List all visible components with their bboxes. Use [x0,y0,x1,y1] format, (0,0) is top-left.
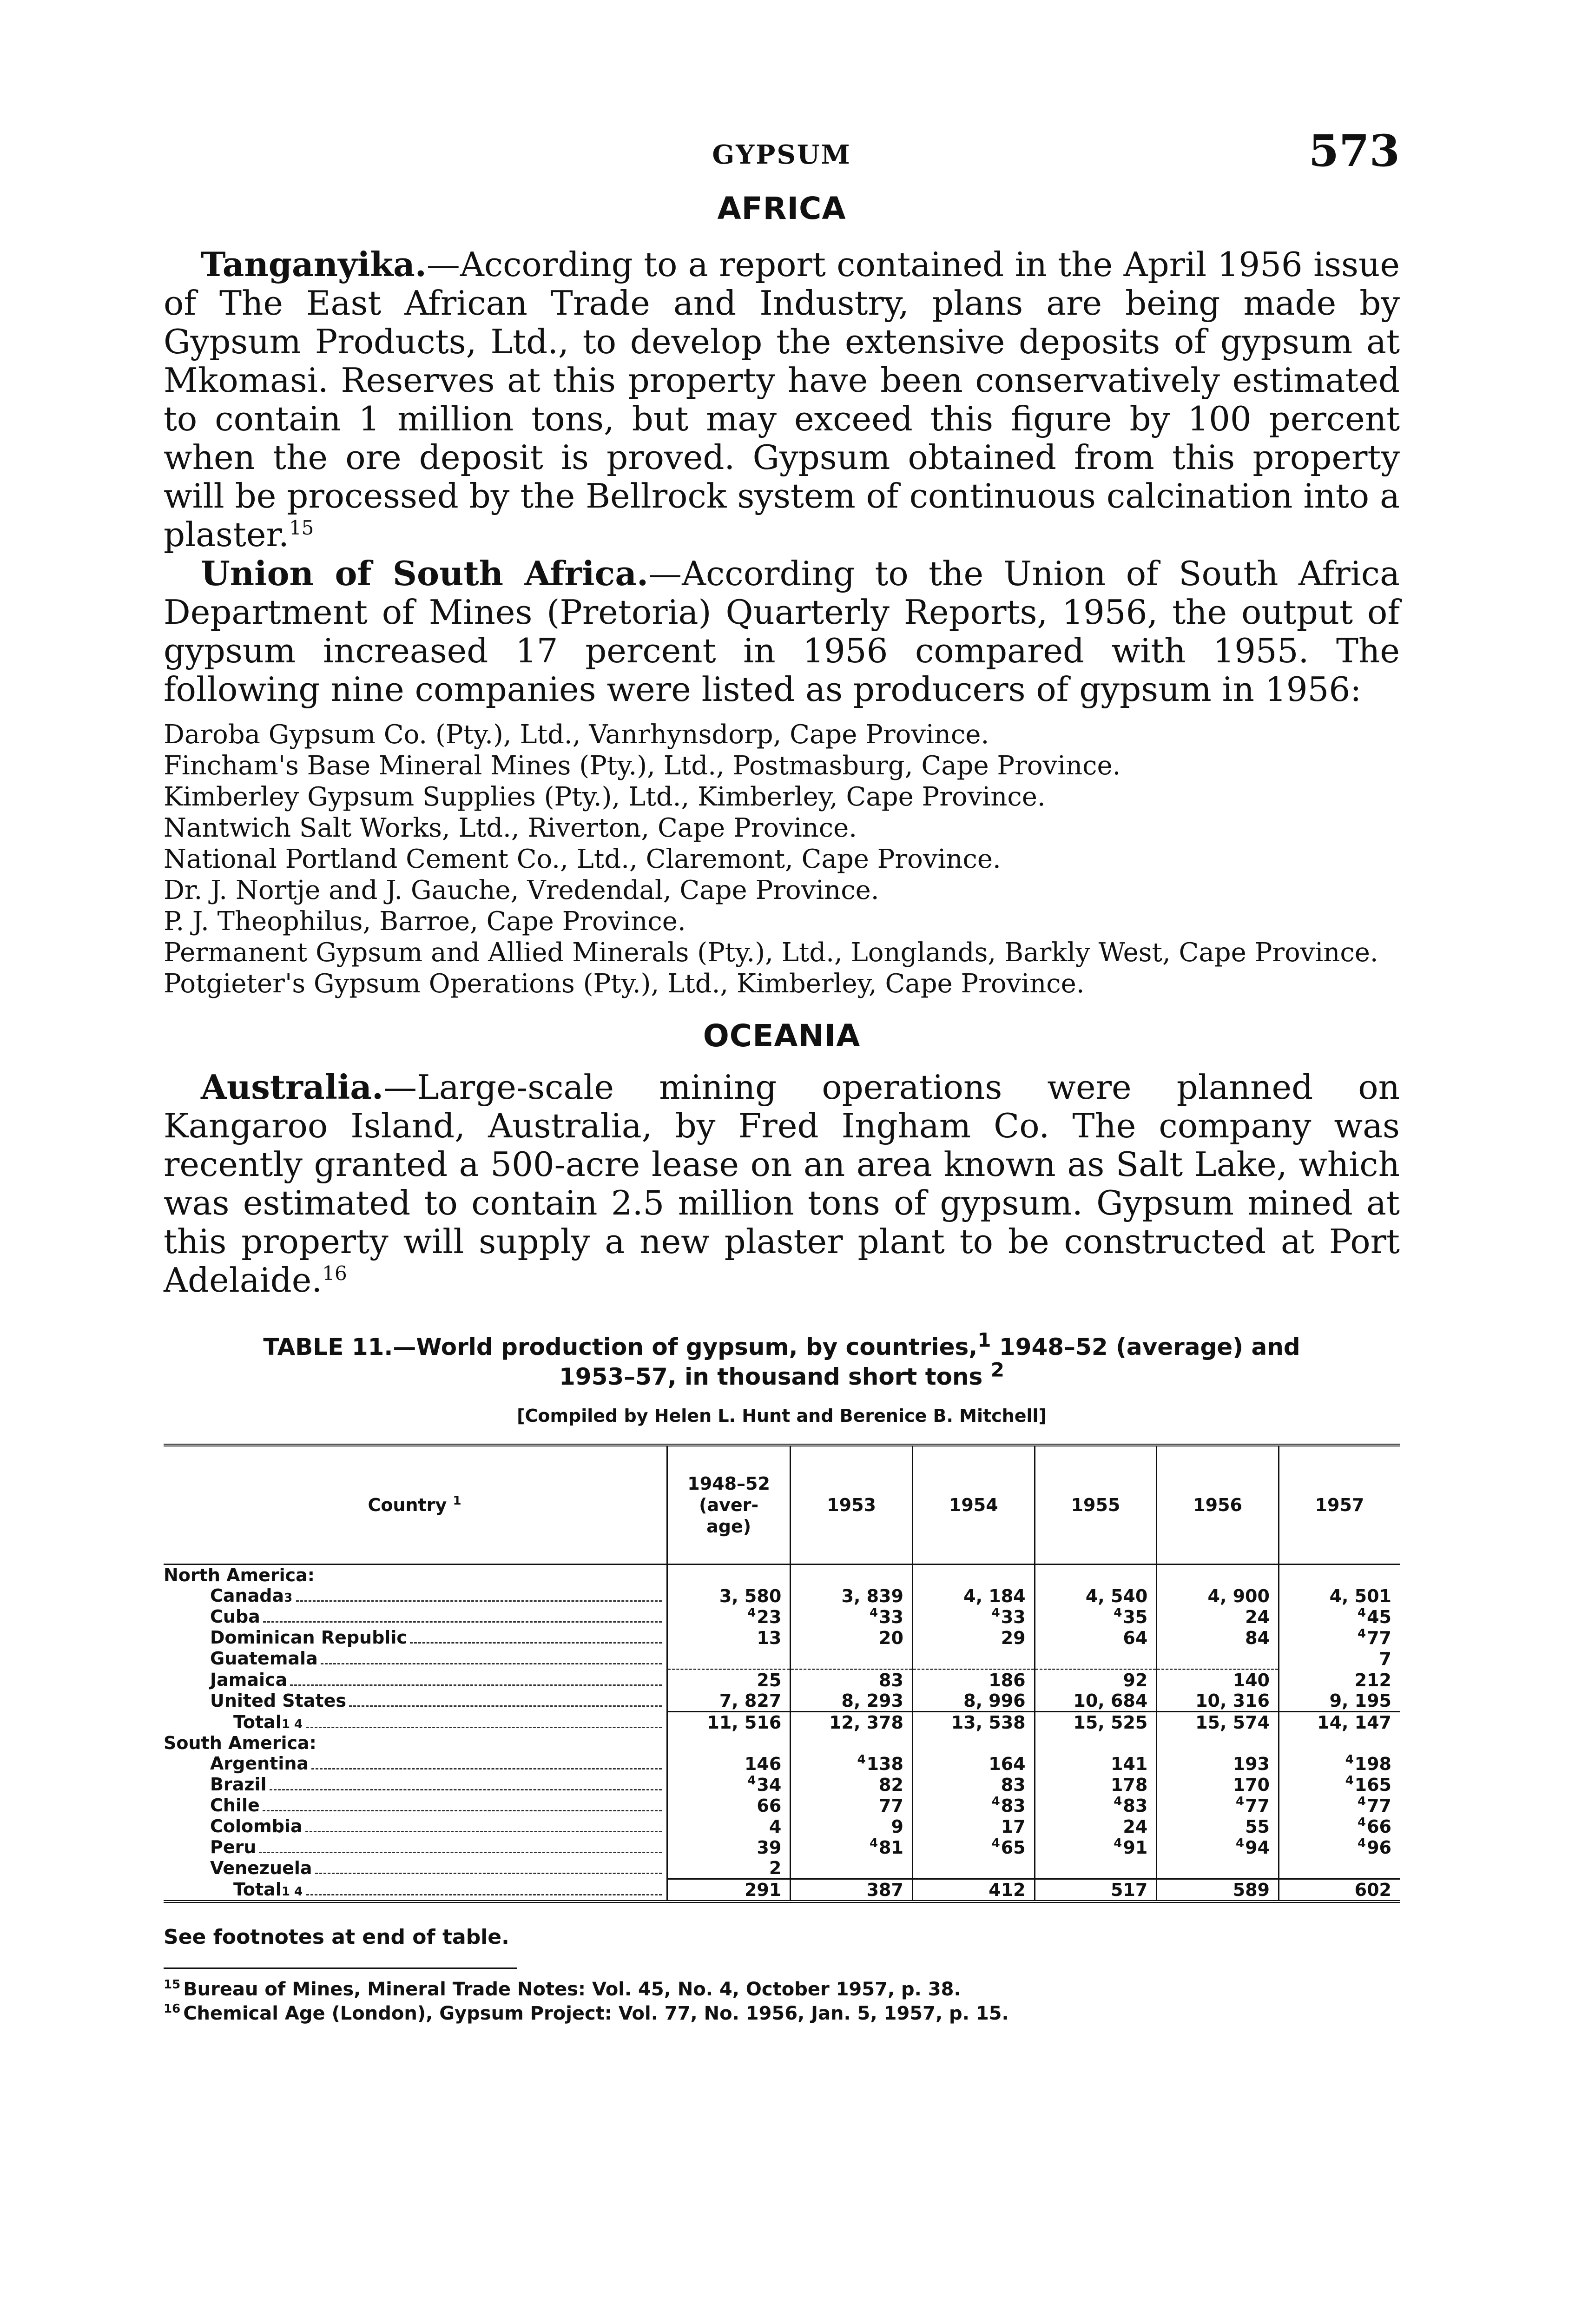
table-row: Chile 66 77 $^4$83 $^4$83 $^4$77 $^4$77 [164,1795,1400,1816]
table-row: Colombia 4 9 17 24 55 $^4$66 [164,1816,1400,1837]
south-africa-paragraph [164,554,1400,709]
table-row: Guatemala 7 [164,1648,1400,1669]
header-1954: 1954 [912,1445,1035,1565]
region-row-south-america: South America: [164,1733,1400,1753]
header-1953: 1953 [791,1445,913,1565]
south-africa-text: —According to the Union of South Africa Department of Mines (Pretoria) Quarterly Reports, 1956, the output of gypsum increased 17 percent in 1956 compared with 1955. The following nine companies were listed as producers of gypsum in 1956: [164,554,1400,709]
australia-text: —Large-scale mining operations were planned on Kangaroo Island, Australia, by Fred Ingham Co. The company was recently granted a 500-acre lease on an area known as Salt Lake, which was estimated to contain 2.5 million tons of gypsum. Gypsum mined at this property will supply a new plaster plant to be constructed at Port Adelaide. [164,1068,1400,1300]
list-item: Kimberley Gypsum Supplies (Pty.), Ltd., Kimberley, Cape Province. [164,782,1046,812]
header-1955: 1955 [1035,1445,1157,1565]
table-title-line1: TABLE 11.—World production of gypsum, by countries, [263,1334,978,1360]
document-page [164,125,1400,2026]
oceania-heading: OCEANIA [703,1018,861,1054]
company-list [164,719,1400,999]
table-header-row [164,1445,1400,1565]
australia-paragraph [164,1068,1400,1300]
footnote-divider [164,1967,517,1969]
footnote-ref-16: 16 [322,1262,347,1285]
list-item: Nantwich Salt Works, Ltd., Riverton, Cape Province. [164,813,857,843]
running-head [164,125,1400,181]
footnote-ref-15: 15 [289,516,314,539]
footnote-16: $^{16}$ Chemical Age (London), Gypsum Project: Vol. 77, No. 1956, Jan. 5, 1957, p. 15. [164,2002,1009,2024]
running-title: GYPSUM [712,139,851,170]
header-1957: 1957 [1279,1445,1400,1565]
table-row: Cuba $^4$23 $^4$33 $^4$33 $^4$35 24 $^4$45 [164,1606,1400,1627]
table-row: Brazil $^4$34 82 83 178 170 $^4$165 [164,1774,1400,1795]
table-row: Argentina 146 $^4$138 164 141 193 $^4$198 [164,1753,1400,1774]
footnote-15: $^{15}$ Bureau of Mines, Mineral Trade Notes: Vol. 45, No. 4, October 1957, p. 38. [164,1978,961,2000]
list-item: Potgieter's Gypsum Operations (Pty.), Ltd., Kimberley, Cape Province. [164,969,1085,999]
total-row-south-america: Total 1 4 291 387 412 517 589 602 [164,1879,1400,1901]
production-table [164,1444,1400,1903]
australia-lead: Australia. [201,1067,384,1107]
list-item: Fincham's Base Mineral Mines (Pty.), Ltd., Postmasburg, Cape Province. [164,751,1121,781]
header-country: Country $^1$ [164,1445,667,1565]
list-item: Dr. J. Nortje and J. Gauche, Vredendal, Cape Province. [164,875,879,905]
list-item: Daroba Gypsum Co. (Pty.), Ltd., Vanrhynsdorp, Cape Province. [164,720,989,750]
page-number: 573 [1308,125,1400,177]
header-1956: 1956 [1157,1445,1279,1565]
table-row: Dominican Republic 13 20 29 64 84 $^4$77 [164,1627,1400,1648]
tanganyika-text: —According to a report contained in the April 1956 issue of The East African Trade and Industry, plans are being made by Gypsum Products, Ltd., to develop the extensive deposits of gypsum at Mkomasi. Reserves at this property have been conservatively estimated to contain 1 million tons, but may exceed this figure by 100 percent when the ore deposit is proved. Gypsum obtained from this property will be processed by the Bellrock system of continuous calcination into a plaster. [164,245,1400,554]
tanganyika-paragraph [164,245,1400,554]
table-title [164,1328,1400,1392]
table-row: Venezuela 2 [164,1858,1400,1879]
list-item: P. J. Theophilus, Barroe, Cape Province. [164,906,686,937]
table-row: Peru 39 $^4$81 $^4$65 $^4$91 $^4$94 $^4$96 [164,1837,1400,1858]
table-row: Canada 3 3, 580 3, 839 4, 184 4, 540 4, 900 4, 501 [164,1585,1400,1606]
table-row: United States 7, 827 8, 293 8, 996 10, 684 10, 316 9, 195 [164,1690,1400,1712]
total-row-north-america: Total 1 4 11, 516 12, 378 13, 538 15, 525 15, 574 14, 147 [164,1711,1400,1733]
table-compiled-by: [Compiled by Helen L. Hunt and Berenice B. Mitchell] [517,1406,1047,1426]
table-title-line1-end: 1948–52 (average) and [991,1334,1300,1360]
table-title-ref1: 1 [977,1328,991,1352]
table-row: Jamaica 25 83 186 92 140 212 [164,1669,1400,1690]
table-title-line2: 1953–57, in thousand short tons [559,1363,983,1390]
list-item: National Portland Cement Co., Ltd., Claremont, Cape Province. [164,844,1001,874]
tanganyika-lead: Tanganyika. [201,244,427,284]
region-row-north-america: North America: [164,1565,1400,1586]
south-africa-lead: Union of South Africa. [201,554,649,593]
header-average: 1948–52 (aver- age) [667,1445,791,1565]
footnotes [164,1977,1400,2026]
see-footnotes-note: See footnotes at end of table. [164,1925,509,1949]
table-title-ref2: 2 [990,1358,1004,1381]
africa-heading: AFRICA [717,191,846,226]
list-item: Permanent Gypsum and Allied Minerals (Pty.), Ltd., Longlands, Barkly West, Cape Province. [164,938,1378,968]
